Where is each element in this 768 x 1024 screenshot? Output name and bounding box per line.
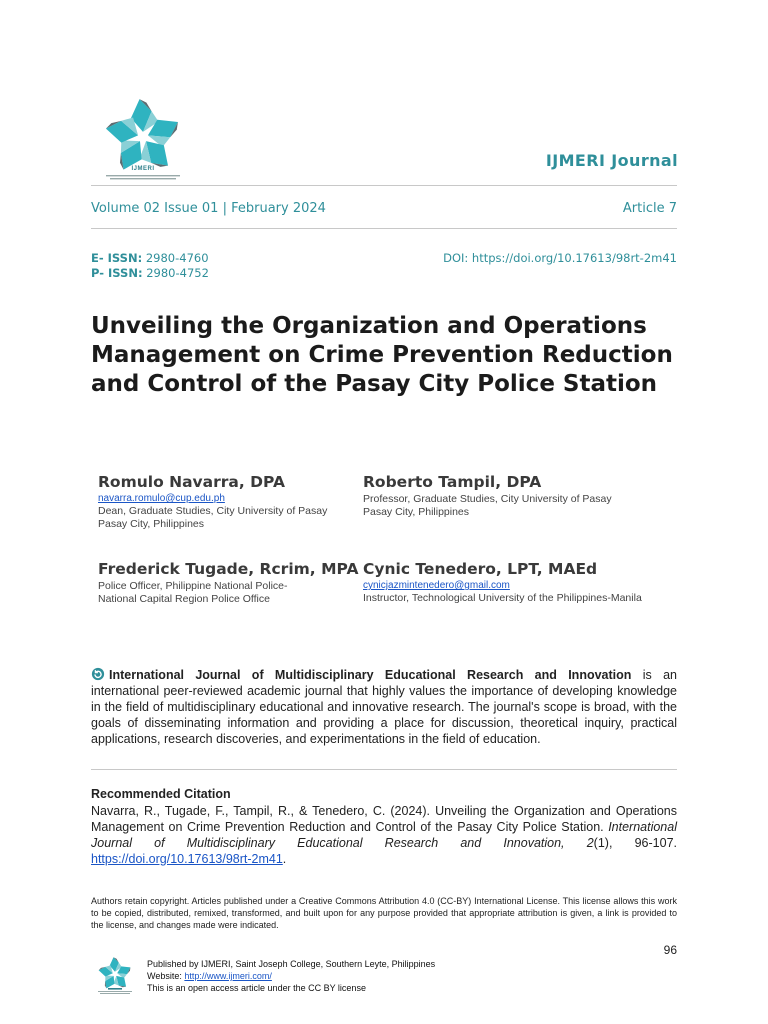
author-name: Cynic Tenedero, LPT, MAEd [363, 560, 598, 578]
footer-logo-caption-graphic [94, 987, 136, 995]
author-location: Pasay City, Philippines [363, 506, 470, 518]
logo-caption: IJMERI [131, 166, 155, 172]
author-block [98, 560, 368, 606]
divider [91, 185, 677, 186]
citation-heading: Recommended Citation [91, 787, 231, 801]
author-affiliation: Professor, Graduate Studies, City University of Pasay [363, 493, 612, 505]
doi[interactable]: DOI: https://doi.org/10.17613/98rt-2m41 [443, 251, 677, 265]
journal-description [91, 667, 677, 747]
author-affiliation: Dean, Graduate Studies, City University of Pasay [98, 505, 328, 517]
open-access-line: This is an open access article under the CC BY license [147, 983, 366, 993]
journal-name: IJMERI Journal [545, 151, 678, 170]
license-notice: Authors retain copyright. Articles published under a Creative Commons Attribution 4.0 (CC-BY) International License. This license allows this work to be copied, distributed, remixed, transformed, and built upon for any purpose provided that appropriate attribution is given, a link is provided to the license, and changes made were indicated. [91, 896, 677, 930]
volume-issue: Volume 02 Issue 01 | February 2024 [91, 201, 326, 216]
author-block [98, 473, 368, 531]
p-issn [91, 266, 209, 280]
paper-title: Unveiling the Organization and Operations Management on Crime Prevention Reduction and Control of the Pasay City Police Station [91, 313, 673, 397]
article-number: Article 7 [622, 201, 677, 216]
e-issn-value: 2980-4760 [145, 251, 209, 265]
author-name: Roberto Tampil, DPA [363, 473, 542, 491]
author-location: National Capital Region Police Office [98, 593, 270, 605]
author-affiliation: Police Officer, Philippine National Police- [98, 580, 288, 592]
citation-doi-link[interactable]: https://doi.org/10.17613/98rt-2m41 [91, 852, 283, 866]
author-affiliation: Instructor, Technological University of the Philippines-Manila [363, 592, 642, 604]
author-name: Romulo Navarra, DPA [98, 473, 285, 491]
author-email[interactable]: navarra.romulo@cup.edu.ph [98, 493, 225, 504]
refresh-badge-icon [91, 667, 105, 681]
citation-journal: International Journal of Multidisciplinary Educational Research and Innovation, 2 [91, 820, 677, 850]
website-label: Website: [147, 971, 185, 981]
author-name: Frederick Tugade, Rcrim, MPA [98, 560, 359, 578]
divider [91, 228, 677, 229]
logo-tagline-graphic [100, 174, 186, 182]
citation-authors-title: Navarra, R., Tugade, F., Tampil, R., & Tenedero, C. (2024). Unveiling the Organization and Operations Management on Crime Prevention Reduction and Control of the Pasay City Police Station. [91, 804, 677, 834]
author-email[interactable]: cynicjazmintenedero@gmail.com [363, 580, 510, 591]
journal-description-text: is an international peer-reviewed academic journal that highly values the importance of developing knowledge in the field of multidisciplinary educational and innovative research. The journal's scope is broad, with the goals of disseminating information and providing a place for discussion, theoretical inquiry, practical applications, research discoveries, and experimentations in the field of education. [91, 668, 677, 746]
e-issn [91, 251, 209, 265]
author-block [363, 473, 633, 519]
page-number: 96 [663, 943, 677, 957]
journal-full-name: International Journal of Multidisciplinary Educational Research and Innovation [109, 668, 632, 682]
publisher-line: Published by IJMERI, Saint Joseph College, Southern Leyte, Philippines [147, 959, 436, 969]
p-issn-value: 2980-4752 [146, 266, 209, 280]
author-location: Pasay City, Philippines [98, 518, 205, 530]
divider [91, 769, 677, 770]
citation-end: . [282, 852, 287, 866]
citation-issue-pages: (1), 96-107. [593, 836, 677, 850]
e-issn-label: E- ISSN: [91, 251, 143, 265]
author-block [363, 560, 642, 605]
website-link[interactable]: http://www.ijmeri.com/ [184, 971, 272, 981]
website-line [147, 970, 435, 982]
footer-info [147, 958, 435, 994]
citation-text [91, 803, 677, 867]
p-issn-label: P- ISSN: [91, 266, 143, 280]
